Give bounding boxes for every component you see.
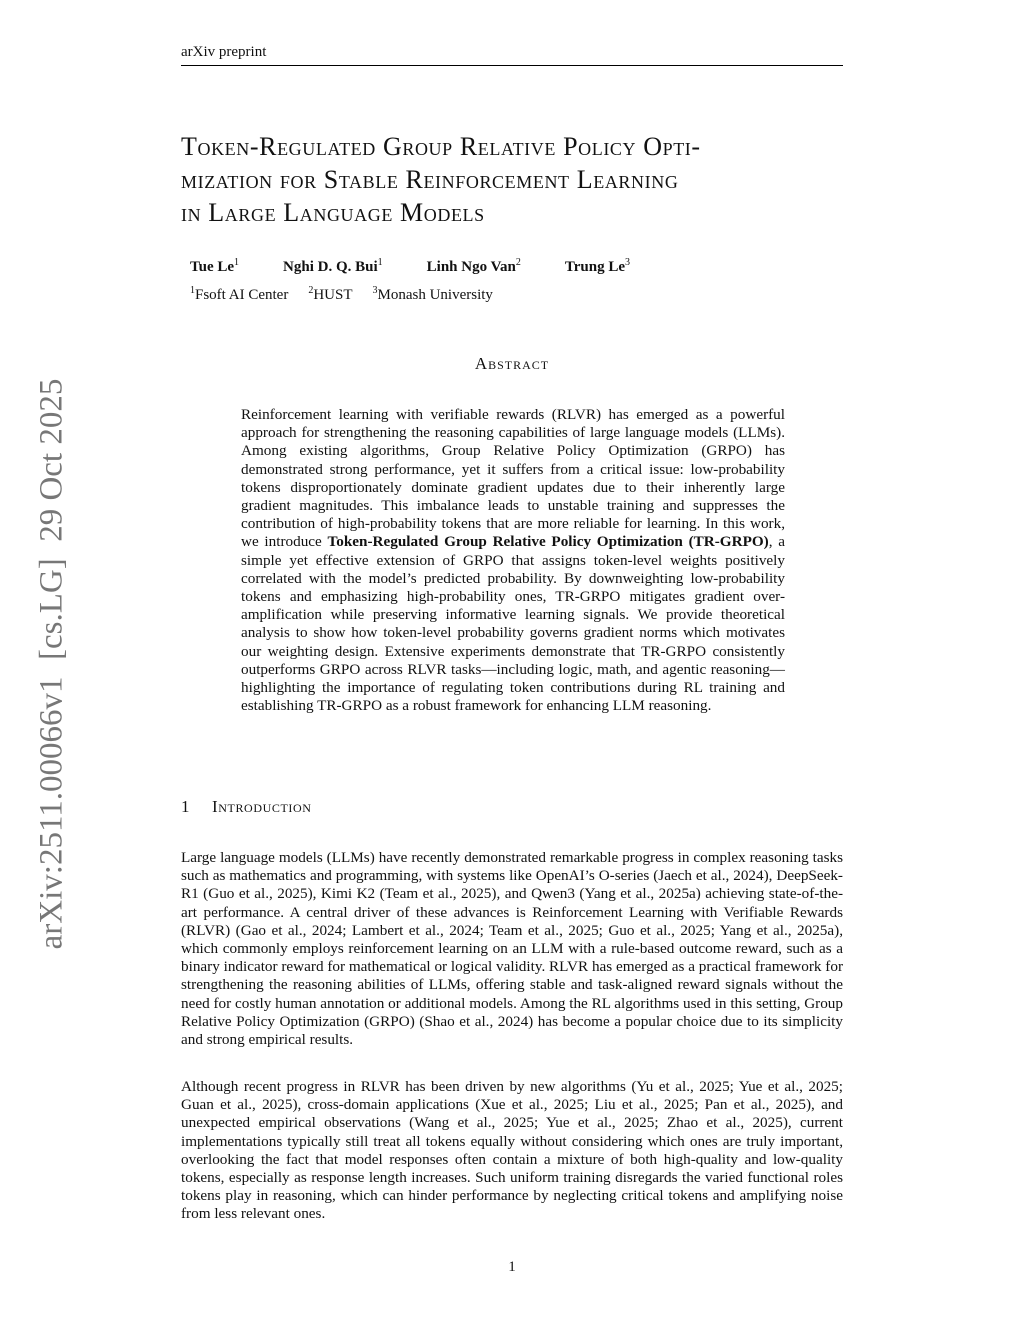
affiliation-number: 3 (372, 285, 378, 296)
author (565, 259, 630, 276)
author-affiliation-mark: 1 (234, 257, 240, 268)
title-line: Token-Regulated Group Relative Policy Opti- (181, 132, 701, 161)
author-name: Linh Ngo Van (426, 259, 516, 275)
author-affiliation-mark: 3 (625, 257, 631, 268)
author (190, 259, 239, 276)
affiliation-list (190, 287, 513, 304)
author-name: Tue Le (190, 259, 235, 275)
paper-title (181, 130, 851, 229)
page-number: 1 (508, 1259, 516, 1275)
running-header: arXiv preprint (181, 44, 843, 66)
method-name-bold: Token-Regulated Group Relative Policy Optimization (TR-GRPO) (327, 533, 769, 551)
author-affiliation-mark: 1 (377, 257, 383, 268)
title-line: mization for Stable Reinforcement Learning (181, 165, 679, 194)
arxiv-side-stamp: arXiv:2511.00066v1 [cs.LG] 29 Oct 2025 (33, 378, 70, 950)
affiliation-name: Fsoft AI Center (195, 287, 289, 303)
author-list (190, 259, 674, 276)
author-affiliation-mark: 2 (515, 257, 521, 268)
abstract-heading: Abstract (474, 354, 550, 373)
affiliation (308, 287, 352, 304)
abstract-text (241, 406, 785, 715)
author-name: Trung Le (564, 259, 626, 275)
section-number: 1 (181, 797, 191, 816)
affiliation-name: HUST (313, 287, 353, 303)
affiliation-name: Monash University (377, 287, 493, 303)
affiliation (190, 287, 288, 304)
affiliation (373, 287, 493, 304)
intro-paragraph: Although recent progress in RLVR has been driven by new algorithms (Yu et al., 2025; Yue et al., 2025; Guan et al., 2025), cross-domain applications (Xue et al., 2025; Liu et al., 2025; Pan et al., 2025), and unexpected empirical observations (Wang et al., 2025; Yue et al., 2025; Zhao et al., 2025), current implementations typically still treat all tokens equally without considering which ones are truly important, overlooking the fact that model responses often contain a mixture of both high-quality and low-quality tokens, especially as response length increases. Such uniform training disregards the varied functional roles tokens play in reasoning, which can hinder performance by neglecting critical tokens and amplifying noise from less relevant ones. (181, 1078, 843, 1223)
affiliation-number: 1 (190, 285, 195, 296)
author (283, 259, 383, 276)
section-title: Introduction (212, 797, 312, 816)
intro-paragraph: Large language models (LLMs) have recently demonstrated remarkable progress in complex reasoning tasks such as mathematics and programming, with systems like OpenAI’s O-series (Jaech et al., 2024), DeepSeek-R1 (Guo et al., 2025), Kimi K2 (Team et al., 2025), and Qwen3 (Yang et al., 2025a) achieving state-of-the-art performance. A central driver of these advances is Reinforcement Learning with Verifiable Rewards (RLVR) (Gao et al., 2024; Lambert et al., 2024; Team et al., 2025; Guo et al., 2025; Yang et al., 2025a), which commonly employs reinforcement learning on an LLM with a rule-based outcome reward, such as a binary indicator reward for mathematical or logical validity. RLVR has emerged as a practical framework for strengthening the reasoning abilities of LLMs, offering stable and task-aligned reward signals without the need for costly human annotation or additional models. Among the RL algorithms used in this setting, Group Relative Policy Optimization (GRPO) (Shao et al., 2024) has become a popular choice due to its simplicity and strong empirical results. (181, 849, 843, 1049)
abstract-text-part: Reinforcement learning with verifiable rewards (RLVR) has emerged as a powerful approach for strengthening the reasoning capabilities of large language models (LLMs). Among existing algorithms, Group Relative Policy Optimization (GRPO) has demonstrated strong performance, yet it suffers from a critical issue: low-probability tokens disproportionately dominate gradient updates due to their inherently large gradient magnitudes. This imbalance leads to unstable training and suppresses the contribution of high-probability tokens that are more reliable for learning. In this work, we introduce (241, 406, 785, 551)
author (427, 259, 521, 276)
author-name: Nghi D. Q. Bui (283, 259, 378, 275)
title-line: in Large Language Models (181, 198, 485, 227)
section-heading-introduction (181, 797, 312, 817)
abstract-text-part: , a simple yet effective extension of GRPO that assigns token-level weights positively correlated with the model’s predicted probability. By downweighting low-probability tokens and emphasizing high-probability ones, TR-GRPO mitigates gradient over-amplification while preserving informative learning signals. We provide theoretical analysis to show how token-level probability governs gradient norms which motivates our weighting design. Extensive experiments demonstrate that TR-GRPO consistently outperforms GRPO across RLVR tasks—including logic, math, and agentic reasoning—highlighting the importance of regulating token contributions during RL training and establishing TR-GRPO as a robust framework for enhancing LLM reasoning. (241, 533, 785, 715)
affiliation-number: 2 (308, 285, 314, 296)
